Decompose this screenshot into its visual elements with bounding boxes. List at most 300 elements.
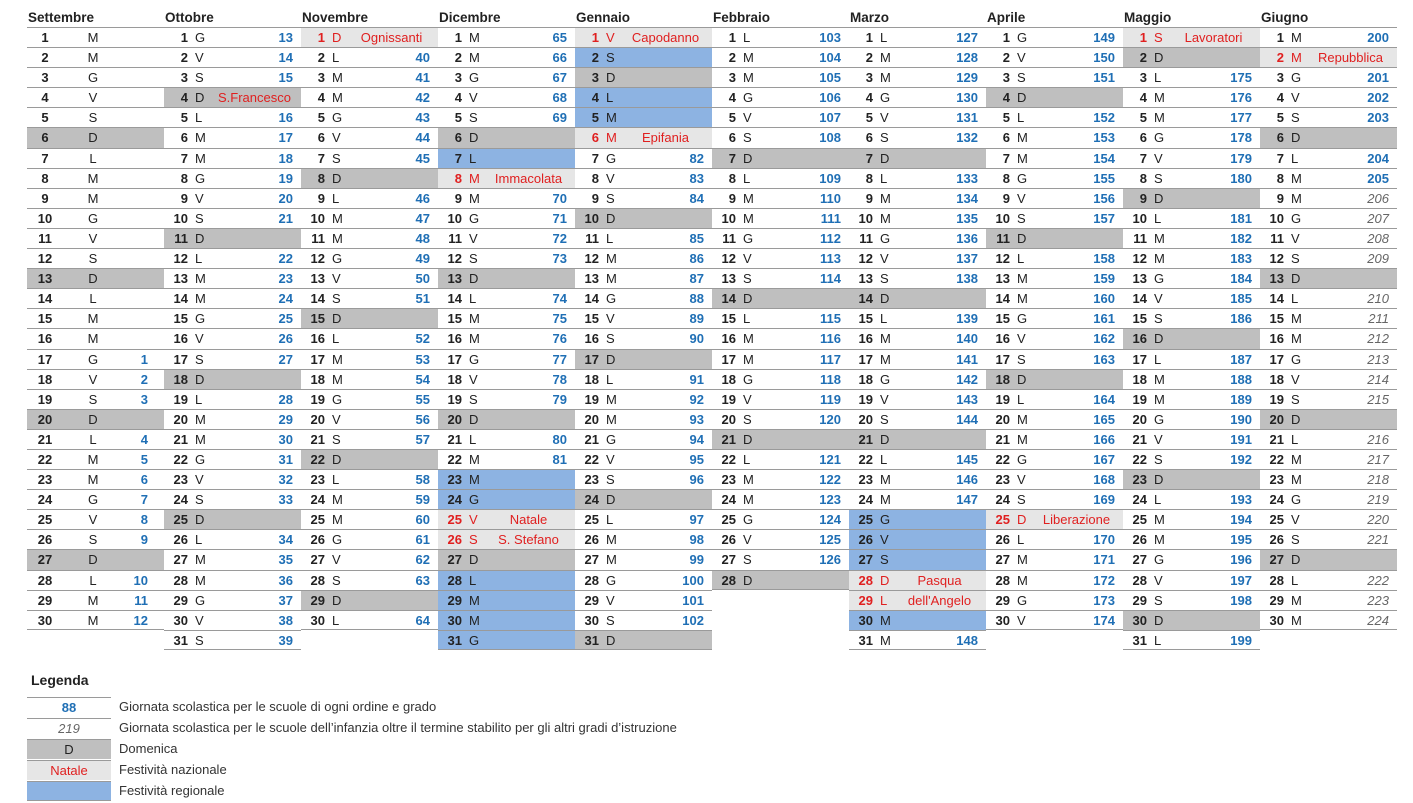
school-day-count: 22	[278, 251, 293, 267]
weekday: L	[195, 251, 203, 267]
school-day-count: 161	[1093, 311, 1115, 327]
day-row	[1123, 268, 1260, 288]
weekday: G	[87, 492, 99, 508]
weekday: D	[469, 411, 479, 427]
school-day-count: 193	[1230, 492, 1252, 508]
holiday-label	[622, 68, 712, 87]
school-day-count: 90	[689, 331, 704, 347]
weekday: G	[1017, 592, 1028, 608]
day-number: 9	[454, 190, 462, 206]
weekday: M	[87, 190, 99, 206]
day-number: 17	[858, 351, 873, 367]
school-day-count: 151	[1093, 70, 1115, 86]
school-day-count: 123	[819, 492, 841, 508]
school-day-count: 41	[415, 70, 430, 86]
day-row	[849, 389, 986, 409]
school-day-count: 40	[415, 50, 430, 66]
day-row	[164, 630, 301, 650]
school-day-count: 149	[1093, 30, 1115, 45]
day-number: 16	[721, 331, 736, 347]
day-number: 10	[37, 210, 53, 226]
day-number: 14	[858, 291, 873, 307]
day-number: 18	[37, 371, 53, 387]
day-row	[849, 27, 986, 47]
school-day-count: 210	[1367, 291, 1389, 307]
day-row	[164, 47, 301, 67]
day-row	[575, 369, 712, 389]
school-day-count: 150	[1093, 50, 1115, 66]
weekday: M	[1154, 110, 1165, 126]
holiday-label	[348, 591, 438, 610]
school-day-count: 136	[956, 230, 978, 246]
day-number: 4	[865, 90, 873, 106]
day-number: 6	[591, 130, 599, 146]
weekday: V	[1017, 612, 1026, 628]
school-day-count: 31	[278, 451, 293, 467]
day-number: 21	[1132, 431, 1147, 447]
day-row	[986, 389, 1123, 409]
school-day-count: 200	[1367, 30, 1389, 45]
weekday: M	[469, 612, 480, 628]
weekday: V	[880, 110, 889, 126]
school-day-count: 81	[552, 451, 567, 467]
weekday: L	[195, 110, 203, 126]
weekday: D	[88, 271, 98, 287]
day-row	[27, 127, 164, 147]
weekday: M	[743, 492, 754, 508]
day-number: 7	[1276, 150, 1284, 166]
school-day-count: 36	[278, 572, 293, 588]
day-number: 24	[37, 492, 53, 508]
day-row	[301, 27, 438, 47]
weekday: M	[195, 271, 206, 287]
weekday: L	[880, 311, 888, 327]
school-day-count: 160	[1093, 291, 1115, 307]
school-day-count: 45	[415, 150, 430, 166]
day-number: 3	[865, 70, 873, 86]
day-number: 4	[317, 90, 325, 106]
day-row	[164, 328, 301, 348]
day-number: 15	[858, 311, 873, 327]
weekday: M	[880, 612, 891, 628]
school-day-count: 209	[1367, 251, 1389, 267]
school-day-count: 207	[1367, 210, 1389, 226]
holiday-label	[123, 289, 164, 308]
day-row	[575, 107, 712, 127]
day-row	[301, 288, 438, 308]
school-day-count: 62	[415, 552, 430, 568]
weekday: S	[880, 130, 889, 146]
day-number: 22	[1132, 451, 1147, 467]
day-row	[575, 188, 712, 208]
holiday-label: Liberazione	[1042, 512, 1111, 528]
school-day-count: 61	[415, 532, 430, 548]
day-number: 3	[454, 70, 462, 86]
weekday: G	[1017, 30, 1028, 45]
day-row	[986, 87, 1123, 107]
weekday: L	[332, 50, 340, 66]
day-number: 14	[721, 291, 736, 307]
day-number: 2	[41, 50, 49, 66]
day-number: 31	[447, 632, 462, 648]
day-number: 22	[447, 451, 462, 467]
day-row	[438, 349, 575, 369]
school-day-count: 164	[1093, 391, 1115, 407]
day-row	[712, 208, 849, 228]
weekday: V	[195, 50, 204, 66]
day-row	[849, 87, 986, 107]
holiday-label	[896, 149, 986, 168]
weekday: G	[743, 230, 754, 246]
day-number: 17	[173, 351, 188, 367]
school-day-count: 15	[278, 70, 293, 86]
day-row	[301, 389, 438, 409]
day-number: 16	[1132, 331, 1147, 347]
school-day-count: 212	[1367, 331, 1389, 347]
weekday: S	[606, 190, 615, 206]
day-row	[27, 268, 164, 288]
day-number: 8	[454, 170, 462, 186]
day-number: 3	[1002, 70, 1010, 86]
weekday: D	[1154, 190, 1164, 206]
day-row	[164, 208, 301, 228]
month-column-aprile	[986, 8, 1123, 650]
day-number: 26	[858, 532, 873, 548]
day-number: 16	[1269, 331, 1284, 347]
school-day-count: 57	[415, 431, 430, 447]
weekday: G	[880, 90, 891, 106]
day-row	[164, 570, 301, 590]
weekday: D	[743, 291, 753, 307]
day-row	[438, 127, 575, 147]
day-row	[301, 369, 438, 389]
weekday: L	[606, 371, 614, 387]
weekday: L	[880, 30, 888, 45]
school-day-count: 118	[820, 371, 841, 387]
weekday: S	[1154, 30, 1163, 45]
day-number: 7	[454, 150, 462, 166]
weekday: L	[743, 30, 751, 45]
day-row	[301, 409, 438, 429]
day-number: 24	[721, 492, 736, 508]
day-row	[849, 67, 986, 87]
weekday: V	[1017, 190, 1026, 206]
day-row	[849, 369, 986, 389]
weekday: L	[469, 291, 477, 307]
day-row	[164, 429, 301, 449]
weekday: G	[87, 70, 99, 86]
day-number: 1	[1002, 30, 1010, 45]
weekday: M	[332, 371, 343, 387]
day-row	[164, 67, 301, 87]
weekday: G	[1291, 492, 1302, 508]
weekday: M	[332, 90, 343, 106]
school-day-count: 186	[1230, 311, 1252, 327]
school-day-count: 125	[819, 532, 841, 548]
weekday: S	[88, 391, 98, 407]
weekday: M	[880, 351, 891, 367]
weekday: M	[1291, 451, 1302, 467]
weekday: L	[1154, 492, 1162, 508]
day-row	[986, 489, 1123, 509]
day-number: 11	[38, 230, 52, 246]
school-day-count: 68	[552, 90, 567, 106]
weekday: S	[743, 130, 752, 146]
weekday: M	[87, 612, 99, 628]
school-day-count: 191	[1230, 431, 1252, 447]
legend-item	[27, 759, 677, 780]
day-row	[1123, 27, 1260, 47]
day-row	[1260, 369, 1397, 389]
school-day-count: 105	[819, 70, 841, 86]
day-number: 6	[41, 130, 49, 146]
day-number: 19	[995, 391, 1010, 407]
day-number: 3	[180, 70, 188, 86]
weekday: M	[606, 271, 617, 287]
day-number: 2	[591, 50, 599, 66]
day-number: 23	[721, 472, 736, 488]
day-number: 17	[37, 351, 53, 367]
weekday: M	[743, 331, 754, 347]
day-row	[301, 107, 438, 127]
weekday: M	[195, 431, 206, 447]
day-row	[575, 349, 712, 369]
day-number: 16	[447, 331, 462, 347]
day-row	[301, 248, 438, 268]
school-day-count: 87	[689, 271, 704, 287]
day-number: 30	[584, 612, 599, 628]
month-column-marzo	[849, 8, 986, 650]
day-row	[849, 47, 986, 67]
day-number: 4	[1139, 90, 1147, 106]
school-day-count: 202	[1367, 90, 1389, 106]
day-row	[849, 529, 986, 549]
day-number: 31	[584, 632, 599, 648]
school-day-count: 109	[819, 170, 841, 186]
school-day-count: 75	[552, 311, 567, 327]
day-number: 14	[37, 291, 53, 307]
day-row	[712, 489, 849, 509]
holiday-label	[211, 229, 301, 248]
day-number: 28	[995, 572, 1010, 588]
holiday-label	[123, 229, 164, 248]
school-day-count: 168	[1093, 472, 1115, 488]
holiday-label	[485, 571, 575, 590]
day-row	[164, 590, 301, 610]
holiday-label	[123, 249, 164, 268]
day-row	[1123, 409, 1260, 429]
weekday: V	[1017, 50, 1026, 66]
day-row	[301, 570, 438, 590]
legend-text: Domenica	[119, 741, 178, 756]
day-row	[301, 308, 438, 328]
day-row	[1123, 549, 1260, 569]
day-number: 12	[1132, 251, 1147, 267]
holiday-label	[896, 530, 986, 549]
day-row	[27, 349, 164, 369]
school-day-count: 76	[552, 331, 567, 347]
weekday: S	[606, 472, 615, 488]
school-day-count: 135	[956, 210, 978, 226]
day-row	[164, 127, 301, 147]
day-row	[712, 409, 849, 429]
day-number: 15	[447, 311, 462, 327]
day-number: 19	[310, 391, 325, 407]
weekday: G	[1291, 210, 1302, 226]
day-number: 23	[1132, 472, 1147, 488]
day-number: 16	[584, 331, 599, 347]
day-number: 1	[728, 30, 736, 45]
day-row	[1260, 87, 1397, 107]
weekday: M	[880, 331, 891, 347]
day-number: 5	[865, 110, 873, 126]
day-row	[712, 449, 849, 469]
school-day-count: 224	[1367, 612, 1389, 628]
day-row	[1260, 127, 1397, 147]
day-number: 26	[1269, 532, 1284, 548]
day-row	[712, 127, 849, 147]
holiday-label	[1033, 370, 1123, 389]
weekday: G	[332, 391, 343, 407]
school-day-count: 25	[278, 311, 293, 327]
holiday-label	[123, 88, 164, 107]
day-number: 22	[37, 451, 53, 467]
weekday: L	[606, 512, 614, 528]
weekday: M	[469, 50, 480, 66]
day-row	[712, 509, 849, 529]
month-header: Maggio	[1124, 10, 1172, 25]
weekday: M	[1017, 552, 1028, 568]
school-day-count: 70	[552, 190, 567, 206]
weekday: L	[89, 431, 97, 447]
day-row	[986, 509, 1123, 529]
school-day-count: 215	[1367, 391, 1389, 407]
weekday: V	[1154, 572, 1163, 588]
holiday-label: Natale	[509, 512, 548, 528]
school-day-count: 166	[1093, 431, 1115, 447]
day-row	[575, 409, 712, 429]
school-day-count: 175	[1230, 70, 1252, 86]
weekday: M	[332, 70, 343, 86]
day-row	[1123, 308, 1260, 328]
holiday-label: S. Stefano	[498, 532, 559, 548]
weekday: S	[1291, 391, 1300, 407]
school-day-count: 189	[1230, 391, 1252, 407]
weekday: D	[1017, 230, 1027, 246]
school-day-count: 19	[278, 170, 293, 186]
school-day-count: 140	[956, 331, 978, 347]
weekday: L	[1291, 572, 1299, 588]
weekday: S	[1154, 170, 1163, 186]
weekday: V	[606, 451, 615, 467]
legend-item	[27, 780, 677, 801]
day-row	[27, 509, 164, 529]
holiday-label: dell'Angelo	[907, 592, 972, 608]
day-row	[164, 529, 301, 549]
day-number: 30	[1269, 612, 1284, 628]
school-day-count: 145	[956, 451, 978, 467]
school-day-count: 21	[278, 210, 293, 226]
day-number: 17	[1269, 351, 1284, 367]
weekday: M	[1154, 230, 1165, 246]
day-row	[712, 469, 849, 489]
weekday: S	[88, 110, 98, 126]
school-day-count: 2	[140, 371, 148, 387]
school-day-count: 84	[689, 190, 704, 206]
weekday: V	[1291, 90, 1300, 106]
legend-swatch: Natale	[27, 760, 111, 780]
weekday: D	[332, 30, 342, 45]
school-day-count: 143	[956, 391, 978, 407]
weekday: S	[880, 271, 889, 287]
day-row	[164, 228, 301, 248]
weekday: G	[1017, 311, 1028, 327]
day-row	[438, 208, 575, 228]
holiday-label	[1170, 189, 1260, 208]
weekday: M	[880, 492, 891, 508]
day-row	[986, 469, 1123, 489]
weekday: G	[195, 311, 206, 327]
school-day-count: 52	[415, 331, 430, 347]
day-number: 25	[37, 512, 53, 528]
legend-text: Giornata scolastica per le scuole dell’infanzia oltre il termine stabilito per gli altri gradi d’istruzione	[119, 720, 677, 735]
weekday: M	[1017, 291, 1028, 307]
day-row	[164, 409, 301, 429]
weekday: V	[606, 311, 615, 327]
legend-items	[27, 696, 677, 801]
weekday: S	[606, 331, 615, 347]
weekday: V	[88, 230, 98, 246]
day-row	[1123, 67, 1260, 87]
school-day-count: 95	[689, 451, 704, 467]
day-number: 4	[728, 90, 736, 106]
day-number: 6	[728, 130, 736, 146]
weekday: D	[1291, 130, 1301, 146]
weekday: G	[1154, 130, 1165, 146]
day-number: 8	[180, 170, 188, 186]
school-day-count: 126	[819, 552, 841, 568]
holiday-label	[485, 490, 575, 509]
weekday: G	[469, 210, 480, 226]
weekday: V	[88, 512, 98, 528]
day-number: 15	[995, 311, 1010, 327]
day-row	[575, 47, 712, 67]
school-day-count: 101	[682, 592, 704, 608]
day-row	[849, 148, 986, 168]
day-number: 2	[454, 50, 462, 66]
weekday: S	[332, 291, 341, 307]
day-number: 15	[721, 311, 736, 327]
day-number: 14	[995, 291, 1010, 307]
day-row	[1123, 87, 1260, 107]
weekday: S	[1017, 492, 1026, 508]
day-number: 21	[584, 431, 599, 447]
day-row	[301, 509, 438, 529]
weekday: S	[469, 391, 478, 407]
school-day-count: 30	[278, 431, 293, 447]
weekday: M	[1291, 311, 1302, 327]
weekday: M	[880, 190, 891, 206]
school-day-count: 5	[140, 451, 148, 467]
day-row	[712, 369, 849, 389]
calendar-grid	[27, 8, 1397, 650]
weekday: D	[332, 451, 342, 467]
day-row	[849, 328, 986, 348]
weekday: D	[1154, 472, 1164, 488]
day-number: 8	[1276, 170, 1284, 186]
weekday: D	[1154, 612, 1164, 628]
day-row	[575, 27, 712, 47]
